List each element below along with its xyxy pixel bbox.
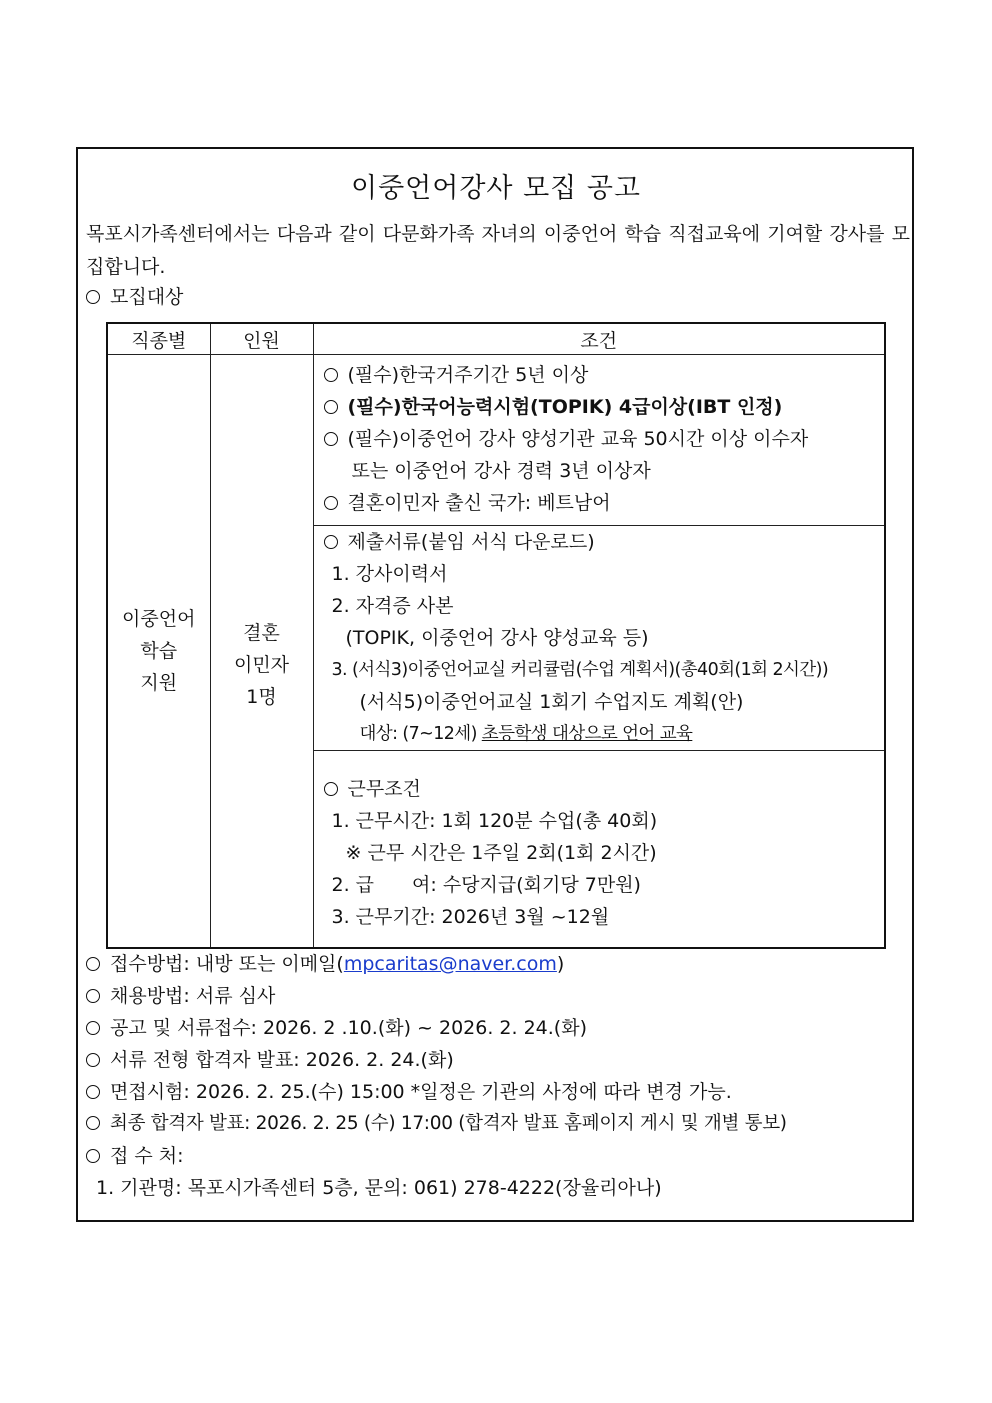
circle-bullet-icon bbox=[86, 1149, 100, 1163]
circle-bullet-icon bbox=[324, 496, 338, 510]
table-header-row bbox=[107, 323, 885, 355]
intro-text: 목포시가족센터에서는 다음과 같이 다문화가족 자녀의 이중언어 학습 직접교육에 기여할 강사를 모집합니다. bbox=[86, 223, 910, 278]
circle-bullet-icon bbox=[86, 1116, 100, 1130]
info-place: 접 수 처: bbox=[86, 1142, 184, 1170]
circle-bullet-icon bbox=[86, 989, 100, 1003]
info-hiring: 채용방법: 서류 심사 bbox=[86, 982, 275, 1010]
circle-bullet-icon bbox=[86, 957, 100, 971]
circle-bullet-icon bbox=[86, 1021, 100, 1035]
info-final: 최종 합격자 발표: 2026. 2. 25 (수) 17:00 (합격자 발표 홈페이지 게시 및 개별 통보) bbox=[86, 1110, 787, 1138]
recruit-table bbox=[106, 322, 886, 949]
count-cell: 결혼 이민자 1명 bbox=[210, 355, 313, 949]
info-receipt: 접수방법: 내방 또는 이메일(mpcaritas@naver.com) bbox=[86, 950, 564, 978]
circle-bullet-icon bbox=[324, 400, 338, 414]
list-item: ※ 근무 시간은 1주일 2회(1회 2시간) bbox=[345, 842, 657, 864]
page-title: 이중언어강사 모집 공고 bbox=[351, 173, 641, 204]
requirements-cell bbox=[313, 355, 885, 526]
list-item: 1. 강사이력서 bbox=[331, 563, 448, 585]
list-item: 대상: (7~12세) 초등학생 대상으로 언어 교육 bbox=[359, 724, 693, 744]
list-item: 결혼이민자 출신 국가: 베트남어 bbox=[324, 487, 877, 519]
circle-bullet-icon bbox=[324, 368, 338, 382]
list-item: 1. 근무시간: 1회 120분 수업(총 40회) bbox=[331, 810, 658, 832]
circle-bullet-icon bbox=[86, 290, 100, 304]
circle-bullet-icon bbox=[324, 782, 338, 796]
info-interview: 면접시험: 2026. 2. 25.(수) 15:00 *일정은 기관의 사정에 따라 변경 가능. bbox=[86, 1078, 732, 1106]
list-item: 3. 근무기간: 2026년 3월 ~12월 bbox=[331, 906, 610, 928]
email-link[interactable]: mpcaritas@naver.com bbox=[343, 953, 557, 975]
list-item: (필수)이중언어 강사 양성기관 교육 50시간 이상 이수자 bbox=[324, 423, 877, 455]
circle-bullet-icon bbox=[86, 1053, 100, 1067]
section-target: 모집대상 bbox=[86, 283, 183, 311]
header-job: 직종별 bbox=[107, 323, 210, 355]
list-item: (TOPIK, 이중언어 강사 양성교육 등) bbox=[345, 627, 649, 649]
info-place-item: 1. 기관명: 목포시가족센터 5층, 문의: 061) 278-4222(장율리아나) bbox=[96, 1177, 662, 1199]
list-item: (필수)한국어능력시험(TOPIK) 4급이상(IBT 인정) bbox=[324, 391, 877, 423]
list-item: 2. 자격증 사본 bbox=[331, 595, 454, 617]
circle-bullet-icon bbox=[324, 535, 338, 549]
list-item: 근무조건 bbox=[324, 773, 877, 805]
list-item: 2. 급 여: 수당지급(회기당 7만원) bbox=[331, 874, 641, 896]
list-item: 제출서류(붙임 서식 다운로드) bbox=[324, 526, 877, 558]
work-cell bbox=[313, 751, 885, 949]
list-item: (서식5)이중언어교실 1회기 수업지도 계획(안) bbox=[359, 691, 744, 713]
header-condition: 조건 bbox=[313, 323, 885, 355]
header-count: 인원 bbox=[210, 323, 313, 355]
circle-bullet-icon bbox=[324, 432, 338, 446]
list-item: 3. (서식3)이중언어교실 커리큘럼(수업 계획서)(총40회(1회 2시간)) bbox=[331, 660, 829, 680]
documents-cell bbox=[313, 526, 885, 751]
table-row bbox=[107, 355, 885, 526]
circle-bullet-icon bbox=[86, 1085, 100, 1099]
info-notice: 공고 및 서류접수: 2026. 2 .10.(화) ~ 2026. 2. 24.(화) bbox=[86, 1014, 587, 1042]
info-doc-result: 서류 전형 합격자 발표: 2026. 2. 24.(화) bbox=[86, 1046, 454, 1074]
list-item: (필수)한국거주기간 5년 이상 bbox=[324, 359, 877, 391]
job-cell: 이중언어 학습 지원 bbox=[107, 355, 210, 949]
list-item: 또는 이중언어 강사 경력 3년 이상자 bbox=[351, 460, 651, 482]
